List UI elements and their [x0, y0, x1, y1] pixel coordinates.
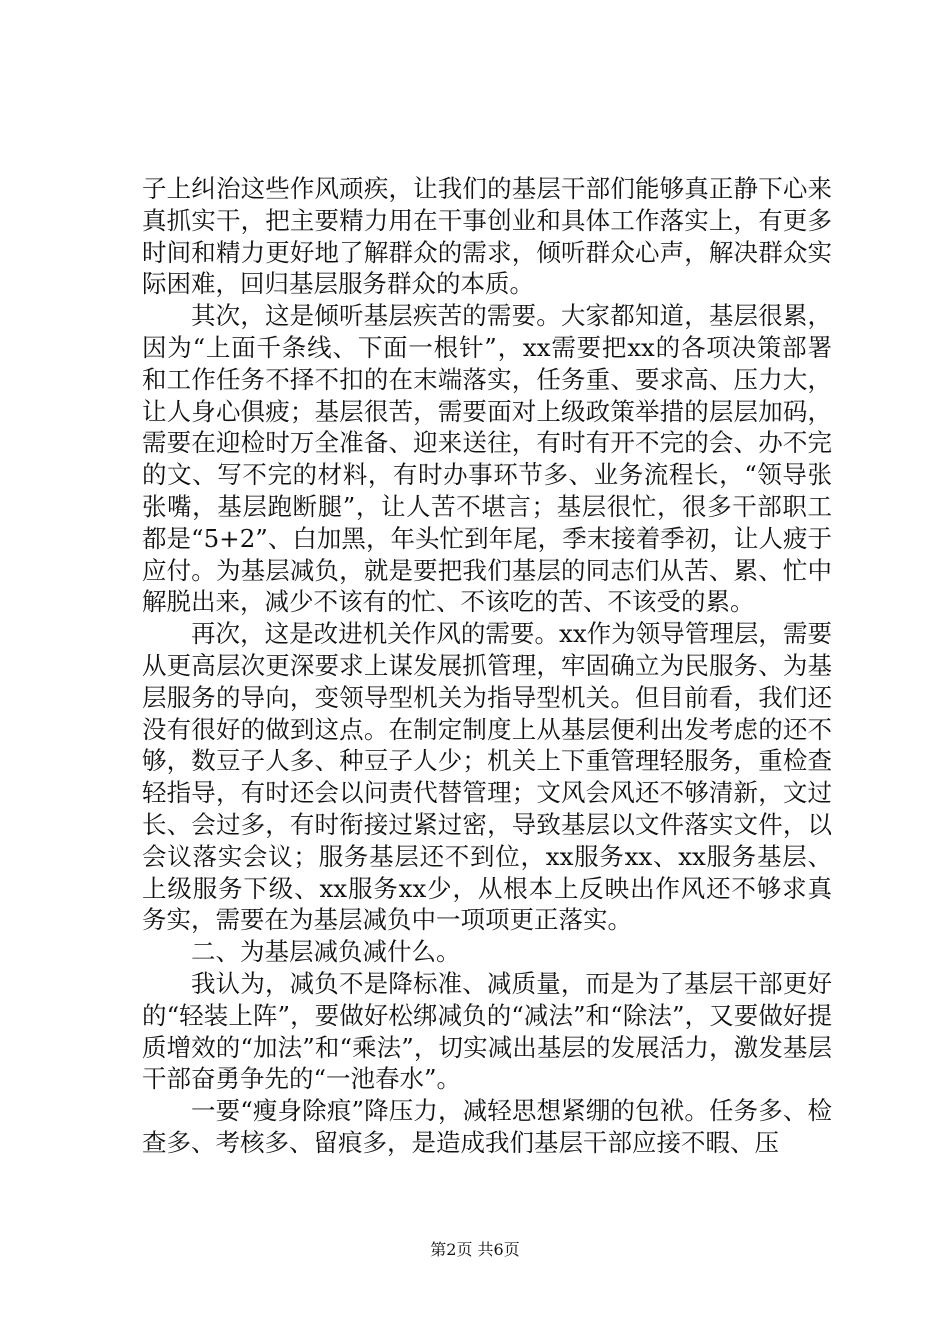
page-footer: 第2页 共6页 [430, 1240, 520, 1259]
paragraph-third: 再次，这是改进机关作风的需要。xx作为领导管理层，需要从更高层次更深要求上谋发展抓管理，牢固确立为民服务、为基层服务的导向，变领导型机关为指导型机关。但目前看，我们还没有很好的做到这点。在制定制度上从基层便利出发考虑的还不够，数豆子人多、种豆子人少；机关上下重管理轻服务，重检查轻指导，有时还会以问责代替管理；文风会风还不够清新，文过长、会过多，有时衔接过紧过密，导致基层以文件落实文件，以会议落实会议；服务基层还不到位，xx服务xx、xx服务基层、上级服务下级、xx服务xx少，从根本上反映出作风还不够求真务实，需要在为基层减负中一项项更正落实。 [142, 619, 832, 935]
paragraph-second: 其次，这是倾听基层疾苦的需要。大家都知道，基层很累，因为“上面千条线、下面一根针”，xx需要把xx的各项决策部署和工作任务不择不扣的在末端落实，任务重、要求高、压力大，让人身心俱疲；基层很苦，需要面对上级政策举措的层层加码，需要在迎检时万全准备、迎来送往，有时有开不完的会、办不完的文、写不完的材料，有时办事环节多、业务流程长，“领导张张嘴，基层跑断腿”，让人苦不堪言；基层很忙，很多干部职工都是“5+2”、白加黑，年头忙到年尾，季末接着季初，让人疲于应付。为基层减负，就是要把我们基层的同志们从苦、累、忙中解脱出来，减少不该有的忙、不该吃的苦、不该受的累。 [142, 301, 832, 617]
section-heading: 二、为基层减负减什么。 [191, 937, 461, 967]
paragraph-opinion: 我认为，减负不是降标准、减质量，而是为了基层干部更好的“轻装上阵”，要做好松绑减负的“减法”和“除法”，又要做好提质增效的“加法”和“乘法”，切实减出基层的发展活力，激发基层干部奋勇争先的“一池春水”。 [142, 968, 832, 1094]
paragraph-first-point: 一要“瘦身除痕”降压力，减轻思想紧绷的包袱。任务多、检查多、考核多、留痕多，是造成我们基层干部应接不暇、压 [142, 1096, 832, 1157]
document-body [142, 173, 832, 1159]
paragraph-continuation: 子上纠治这些作风顽疾，让我们的基层干部们能够真正静下心来真抓实干，把主要精力用在干事创业和具体工作落实上，有更多时间和精力更好地了解群众的需求，倾听群众心声，解决群众实际困难，回归基层服务群众的本质。 [142, 174, 832, 299]
